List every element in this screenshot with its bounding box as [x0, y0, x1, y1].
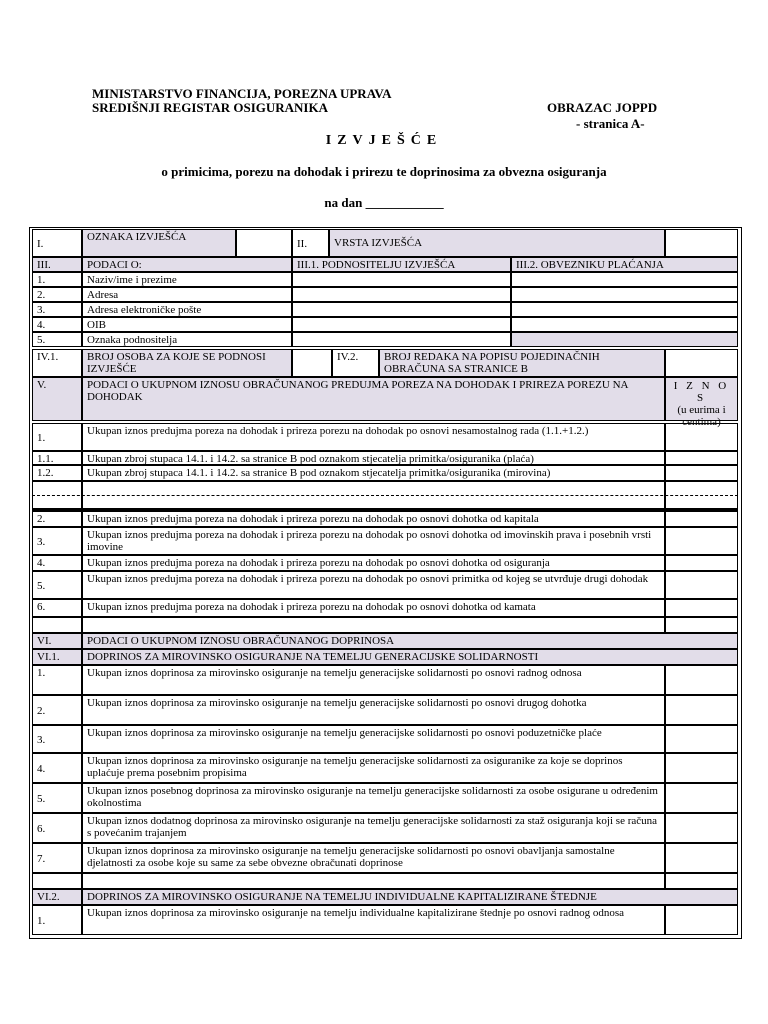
- submitter-oib-field[interactable]: [292, 317, 511, 332]
- section-vi1-label: DOPRINOS ZA MIROVINSKO OSIGURANJE NA TEMELJU GENERACIJSKE SOLIDARNOSTI: [82, 649, 738, 665]
- rows-count-field[interactable]: [665, 349, 738, 377]
- section-iv2-number: IV.2.: [332, 349, 379, 377]
- section-vi1-row-number: 5.: [32, 783, 82, 813]
- section-v-row-label: Ukupan iznos predujma poreza na dohodak i prireza porezu na dohodak po osnovi dohotka od imovinskih prava i posebnih vrsti imovine: [82, 527, 665, 555]
- blank-row-number: [32, 617, 82, 633]
- report-type-label: VRSTA IZVJEŠĆA: [329, 229, 665, 257]
- address-label: Adresa: [82, 287, 292, 302]
- payer-address-field[interactable]: [511, 287, 738, 302]
- document-subtitle: o primicima, porezu na dohodak i prirezu te doprinosima za obvezna osiguranja: [161, 164, 607, 179]
- section-v-row-number: 2.: [32, 511, 82, 527]
- persons-count-field[interactable]: [292, 349, 332, 377]
- amount-column-header: [665, 377, 738, 428]
- amount-field[interactable]: [665, 423, 738, 451]
- payer-column-header: III.2. OBVEZNIKU PLAĆANJA: [511, 257, 738, 272]
- amount-field[interactable]: [665, 753, 738, 783]
- payer-name-field[interactable]: [511, 272, 738, 287]
- section-v-row-label: Ukupan iznos predujma poreza na dohodak i prireza porezu na dohodak po osnovi nesamostalnog rada (1.1.+1.2.): [82, 423, 665, 451]
- section-vi-number: VI.: [32, 633, 82, 649]
- persons-count-label: BROJ OSOBA ZA KOJE SE PODNOSI IZVJEŠĆE: [82, 349, 292, 377]
- submitter-name-field[interactable]: [292, 272, 511, 287]
- section-vi1-row-number: 2.: [32, 695, 82, 725]
- section-i-number: I.: [32, 229, 82, 257]
- section-vi1-row-label: Ukupan iznos doprinosa za mirovinsko osiguranje na temelju generacijske solidarnosti po osnovi obavljanja samostalne djelatnosti za osobe koje su same za sebe obvezne obračunati doprinose: [82, 843, 665, 873]
- email-label: Adresa elektroničke pošte: [82, 302, 292, 317]
- section-vi1-row-number: 6.: [32, 813, 82, 843]
- section-v-row-label: Ukupan iznos predujma poreza na dohodak i prireza porezu na dohodak po osnovi dohotka od kapitala: [82, 511, 665, 527]
- oib-label: OIB: [82, 317, 292, 332]
- payer-email-field[interactable]: [511, 302, 738, 317]
- section-vi1-row-label: Ukupan iznos doprinosa za mirovinsko osiguranje na temelju generacijske solidarnosti po osnovi poduzetničke plaće: [82, 725, 665, 753]
- ministry-name: MINISTARSTVO FINANCIJA, POREZNA UPRAVA: [92, 86, 392, 101]
- document-title: IZVJEŠĆE: [325, 133, 443, 148]
- submitter-column-header: III.1. PODNOSITELJU IZVJEŠĆA: [292, 257, 511, 272]
- amount-field[interactable]: [665, 571, 738, 599]
- section-ii-number: II.: [292, 229, 329, 257]
- section-vi2-row-label: Ukupan iznos doprinosa za mirovinsko osiguranje na temelju individualne kapitalizirane štednje po osnovi radnog odnosa: [82, 905, 665, 935]
- submitter-mark-label: Oznaka podnositelja: [82, 332, 292, 347]
- section-v-row-label: Ukupan zbroj stupaca 14.1. i 14.2. sa stranice B pod oznakom stjecatelja primitka/osiguranika (mirovina): [82, 465, 665, 481]
- payer-mark-shaded: [511, 332, 738, 347]
- section-v-row-number: 4.: [32, 555, 82, 571]
- submitter-email-field[interactable]: [292, 302, 511, 317]
- section-vi1-row-label: Ukupan iznos dodatnog doprinosa za mirovinsko osiguranje na temelju generacijske solidarnosti za staž osiguranja koji se računa s povećanim trajanjem: [82, 813, 665, 843]
- blank-row-amount[interactable]: [665, 617, 738, 633]
- section-v-row-number: 1.: [32, 423, 82, 451]
- section-iii-row-number: 5.: [32, 332, 82, 347]
- section-iii-row-number: 4.: [32, 317, 82, 332]
- section-v-row-label: Ukupan zbroj stupaca 14.1. i 14.2. sa stranice B pod oznakom stjecatelja primitka/osiguranika (plaća): [82, 451, 665, 465]
- amount-field[interactable]: [665, 599, 738, 617]
- section-vi1-row-number: 4.: [32, 753, 82, 783]
- blank-row-amount[interactable]: [665, 873, 738, 889]
- date-line: na dan ____________: [324, 195, 444, 210]
- amount-title: I Z N O S: [673, 380, 730, 404]
- section-vi1-row-label: Ukupan iznos doprinosa za mirovinsko osiguranje na temelju generacijske solidarnosti po osnovi radnog odnosa: [82, 665, 665, 695]
- blank-row-label: [82, 873, 665, 889]
- section-v-row-label: Ukupan iznos predujma poreza na dohodak i prireza porezu na dohodak po osnovi primitka od kojeg se utvrđuje drugi dohodak: [82, 571, 665, 599]
- amount-field[interactable]: [665, 555, 738, 571]
- submitter-address-field[interactable]: [292, 287, 511, 302]
- section-iii-row-number: 2.: [32, 287, 82, 302]
- section-v-row-label: Ukupan iznos predujma poreza na dohodak i prireza porezu na dohodak po osnovi dohotka od kamata: [82, 599, 665, 617]
- section-v-label: PODACI O UKUPNOM IZNOSU OBRAČUNANOG PREDUJMA POREZA NA DOHODAK I PRIREZA POREZU NA DOHODAK: [82, 377, 665, 421]
- section-iii-label: PODACI O:: [82, 257, 292, 272]
- amount-field[interactable]: [665, 905, 738, 935]
- amount-field[interactable]: [665, 783, 738, 813]
- report-mark-label: OZNAKA IZVJEŠĆA: [82, 229, 236, 257]
- section-vi1-row-label: Ukupan iznos posebnog doprinosa za mirovinsko osiguranje na temelju generacijske solidarnosti za osobe osigurane u određenim okolnostima: [82, 783, 665, 813]
- section-iii-number: III.: [32, 257, 82, 272]
- report-type-field[interactable]: [665, 229, 738, 257]
- amount-field[interactable]: [665, 511, 738, 527]
- section-iv1-number: IV.1.: [32, 349, 82, 377]
- section-iii-row-number: 1.: [32, 272, 82, 287]
- section-vi2-row-number: 1.: [32, 905, 82, 935]
- section-vi2-number: VI.2.: [32, 889, 82, 905]
- section-vi1-row-label: Ukupan iznos doprinosa za mirovinsko osiguranje na temelju generacijske solidarnosti po osnovi drugog dohotka: [82, 695, 665, 725]
- blank-row-number: [32, 873, 82, 889]
- section-v-row-number: 3.: [32, 527, 82, 555]
- section-v-number: V.: [32, 377, 82, 421]
- amount-field[interactable]: [665, 527, 738, 555]
- section-v-row-number: 5.: [32, 571, 82, 599]
- section-v-row-number: 1.1.: [32, 451, 82, 465]
- form-code: OBRAZAC JOPPD: [547, 100, 658, 115]
- section-v-row-number: 1.2.: [32, 465, 82, 481]
- amount-field[interactable]: [665, 451, 738, 465]
- payer-oib-field[interactable]: [511, 317, 738, 332]
- amount-field[interactable]: [665, 725, 738, 753]
- rows-count-label: BROJ REDAKA NA POPISU POJEDINAČNIH OBRAČUNA SA STRANICE B: [379, 349, 665, 377]
- section-vi1-number: VI.1.: [32, 649, 82, 665]
- section-vi2-label: DOPRINOS ZA MIROVINSKO OSIGURANJE NA TEMELJU INDIVIDUALNE KAPITALIZIRANE ŠTEDNJE: [82, 889, 738, 905]
- section-vi-label: PODACI O UKUPNOM IZNOSU OBRAČUNANOG DOPRINOSA: [82, 633, 738, 649]
- report-mark-field[interactable]: [236, 229, 292, 257]
- section-v-row-number: 6.: [32, 599, 82, 617]
- amount-unit: (u eurima i centima): [677, 404, 726, 428]
- section-v-row-label: Ukupan iznos predujma poreza na dohodak i prireza porezu na dohodak po osnovi dohotka od osiguranja: [82, 555, 665, 571]
- section-vi1-row-number: 1.: [32, 665, 82, 695]
- dashed-divider: [32, 495, 738, 496]
- submitter-mark-field[interactable]: [292, 332, 511, 347]
- amount-field[interactable]: [665, 843, 738, 873]
- section-vi1-row-label: Ukupan iznos doprinosa za mirovinsko osiguranje na temelju generacijske solidarnosti za osiguranike za koje se doprinos uplaćuje prema posebnim propisima: [82, 753, 665, 783]
- section-vi1-row-number: 7.: [32, 843, 82, 873]
- amount-field[interactable]: [665, 665, 738, 695]
- page-label: - stranica A-: [576, 116, 645, 131]
- amount-field[interactable]: [665, 465, 738, 481]
- section-vi1-row-number: 3.: [32, 725, 82, 753]
- amount-field[interactable]: [665, 695, 738, 725]
- blank-row-label: [82, 617, 665, 633]
- name-label: Naziv/ime i prezime: [82, 272, 292, 287]
- amount-field[interactable]: [665, 813, 738, 843]
- section-iii-row-number: 3.: [32, 302, 82, 317]
- registry-name: SREDIŠNJI REGISTAR OSIGURANIKA: [92, 100, 328, 115]
